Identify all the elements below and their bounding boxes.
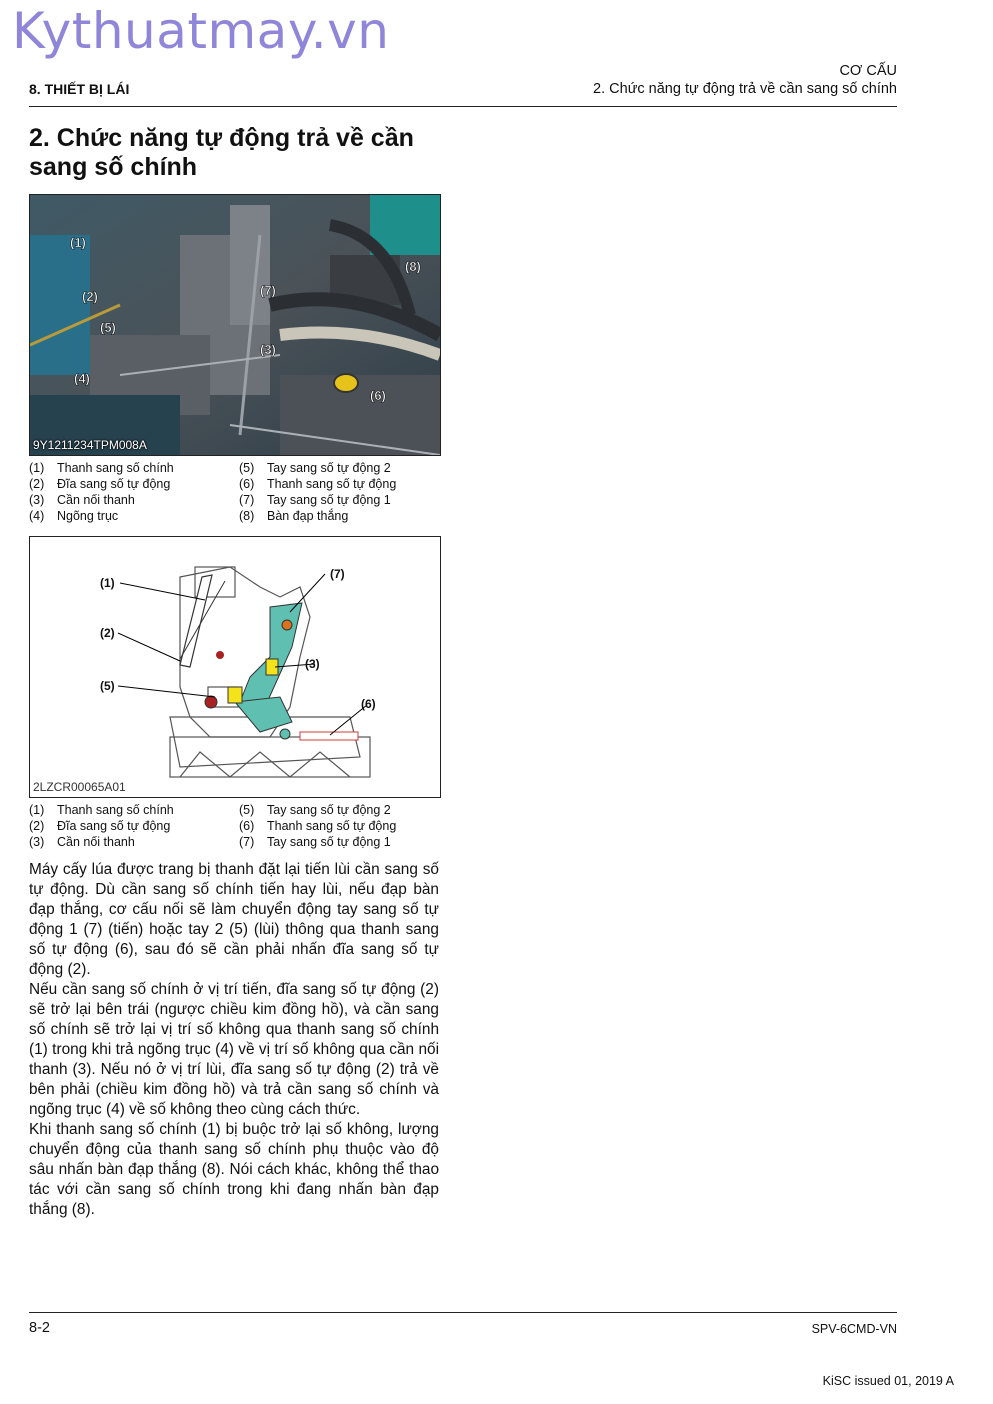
legend-item [239,492,391,508]
legend-num: (8) [239,509,255,523]
legend-num: (2) [29,477,45,491]
legend-num: (5) [239,803,255,817]
legend-item [29,834,135,850]
legend-text: Đĩa sang số tự động [57,477,171,491]
header-divider [29,106,897,107]
legend-item [239,834,391,850]
legend-text: Cần nối thanh [57,493,135,507]
legend-num: (2) [29,819,45,833]
legend-item [239,476,396,492]
paragraph: Máy cấy lúa được trang bị thanh đặt lại tiến lùi cần sang số tự động. Dù cần sang số chính tiến hay lùi, nếu đạp bàn đạp thắng, cơ cấu nối sẽ làm chuyển động tay sang số tự động 1 (7) (tiến) hoặc tay 2 (5) (lùi) thông qua thanh sang số tự động (6), sau đó sẽ cần phải nhấn đĩa sang số tự động (2). [29,861,439,978]
section-header: 8. THIẾT BỊ LÁI [29,81,130,97]
legend-num: (6) [239,477,255,491]
legend-text: Thanh sang số tự động [267,819,397,833]
legend-item [239,508,348,524]
legend-text: Tay sang số tự động 1 [267,835,391,849]
watermark-logo: Kythuatmay.vn [12,2,390,60]
header-category: CƠ CẤU [839,63,897,79]
legend-text: Thanh sang số tự động [267,477,397,491]
legend-num: (7) [239,493,255,507]
legend-num: (3) [29,835,45,849]
callout-7: (7) [260,283,276,298]
callout-3: (3) [260,342,276,357]
mechanism-diagram [30,537,440,797]
legend-num: (1) [29,803,45,817]
footer-divider [29,1312,897,1313]
legend-item [29,460,174,476]
diagram-callout-5: (5) [100,679,115,693]
legend-text: Bàn đạp thắng [267,509,349,523]
legend-num: (6) [239,819,255,833]
diagram-callout-2: (2) [100,626,115,640]
page-title: 2. Chức năng tự động trả về cần sang số chính [29,124,414,181]
legend-item [29,476,170,492]
figure-diagram [29,536,441,798]
paragraph: Nếu cần sang số chính ở vị trí tiến, đĩa sang số tự động (2) sẽ trở lại bên trái (ngược chiều kim đồng hồ), và cần sang số chính sẽ trở lại vị trí số không qua thanh sang số chính (1) trong khi trả ngõng trục (4) về vị trí số không qua cần nối thanh (3). Nếu nó ở vị trí lùi, đĩa sang số tự động (2) trả về bên phải (chiều kim đồng hồ) và trả cần sang số chính và ngõng trục (4) về số không theo cùng cách thức. [29,981,439,1118]
legend-item [239,460,391,476]
legend-text: Tay sang số tự động 2 [267,803,391,817]
diagram-callout-7: (7) [330,567,345,581]
callout-1: (1) [70,235,86,250]
legend-item [239,802,391,818]
figure-photo [29,194,441,456]
diagram-callout-6: (6) [361,697,376,711]
callout-2: (2) [82,289,98,304]
diagram-callout-3: (3) [305,657,320,671]
callout-8: (8) [405,259,421,274]
legend-num: (5) [239,461,255,475]
legend-text: Đĩa sang số tự động [57,819,171,833]
legend-text: Tay sang số tự động 2 [267,461,391,475]
legend-item [239,818,396,834]
legend-item [29,802,174,818]
legend-text: Tay sang số tự động 1 [267,493,391,507]
engine-photo-illustration [30,195,440,455]
legend-text: Thanh sang số chính [57,803,174,817]
legend-item [29,492,135,508]
legend-text: Cần nối thanh [57,835,135,849]
callout-6: (6) [370,388,386,403]
paragraph: Khi thanh sang số chính (1) bị buộc trở lại số không, lượng chuyển động của thanh sang số chính phụ thuộc vào độ sâu nhấn bàn đạp thắng (8). Nói cách khác, không thể thao tác với cần sang số chính trong khi đang nhấn bàn đạp thắng (8). [29,1121,439,1218]
page-number: 8-2 [29,1320,50,1336]
legend-item [29,818,170,834]
issue-note: KiSC issued 01, 2019 A [822,1374,954,1388]
figure-code: 9Y1211234TPM008A [33,438,147,452]
callout-4: (4) [74,371,90,386]
legend-text: Ngõng trục [57,509,119,523]
diagram-callout-1: (1) [100,576,115,590]
legend-num: (7) [239,835,255,849]
legend-text: Thanh sang số chính [57,461,174,475]
body-text [29,860,439,1220]
header-right [593,62,897,98]
header-topic: 2. Chức năng tự động trả về cần sang số chính [593,81,897,97]
callout-5: (5) [100,320,116,335]
document-code: SPV-6CMD-VN [811,1322,897,1336]
figure-code: 2LZCR00065A01 [33,780,126,794]
legend-num: (3) [29,493,45,507]
legend-num: (1) [29,461,45,475]
legend-num: (4) [29,509,45,523]
legend-item [29,508,118,524]
